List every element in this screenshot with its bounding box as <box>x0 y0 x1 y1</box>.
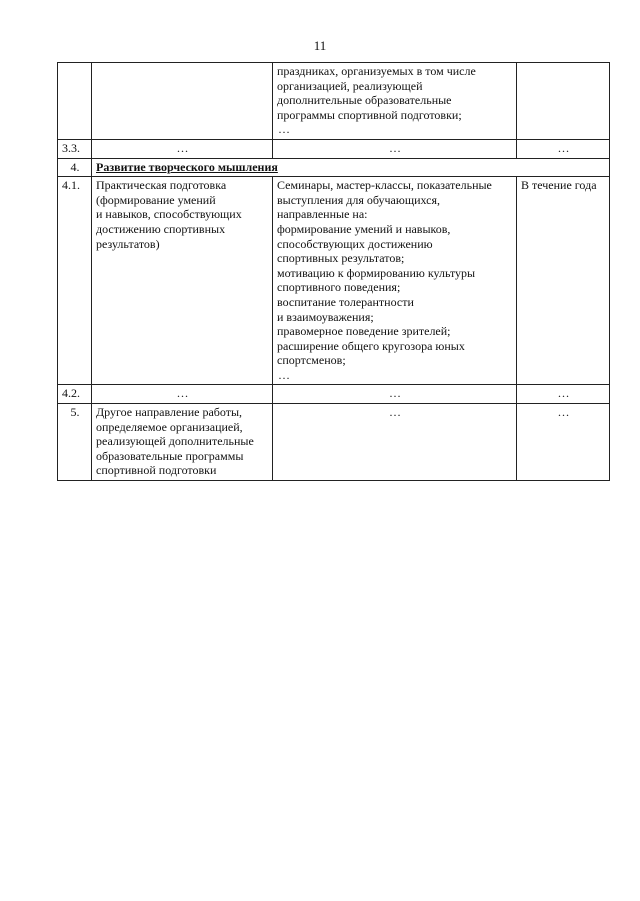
cell-direction <box>92 404 273 481</box>
activity-line: формирование умений и навыков, <box>277 221 451 236</box>
cell-time: … <box>517 404 610 481</box>
activity-line: дополнительные образовательные <box>277 93 452 108</box>
activity-line: и взаимоуважения; <box>277 309 374 324</box>
activity-line: праздниках, организуемых в том числе <box>277 64 476 78</box>
cell-time: … <box>517 139 610 158</box>
section-title: Развитие творческого мышления <box>96 159 278 174</box>
cell-num: 5. <box>58 404 92 481</box>
cell-num: 4.1. <box>58 177 92 385</box>
activity-line: выступления для обучающихся, <box>277 192 440 207</box>
cell-num: 3.3. <box>58 139 92 158</box>
cell-activities: … <box>273 404 517 481</box>
table-row-3-3 <box>58 139 610 158</box>
section-title-cell <box>92 158 610 177</box>
cell-num: 4. <box>58 158 92 177</box>
cell-activities: … <box>273 139 517 158</box>
cell-time <box>517 63 610 140</box>
cell-time <box>517 177 610 385</box>
activity-line: … <box>278 367 290 382</box>
activity-line: способствующих достижению <box>277 236 433 251</box>
activity-line: спортивных результатов; <box>277 251 405 266</box>
activity-line: Семинары, мастер-классы, показательные <box>277 178 492 193</box>
activity-line: направленные на: <box>277 207 368 222</box>
activity-line: … <box>278 122 290 137</box>
cell-activities <box>273 177 517 385</box>
table-row-section-4 <box>58 158 610 177</box>
activity-line: расширение общего кругозора юных <box>277 338 465 353</box>
cell-direction <box>92 63 273 140</box>
activity-line: воспитание толерантности <box>277 294 414 309</box>
cell-direction: … <box>92 139 273 158</box>
cell-activities: … <box>273 385 517 404</box>
table-row-4-1 <box>58 177 610 385</box>
table-row-continuation <box>58 63 610 140</box>
plan-table <box>57 62 610 481</box>
direction-line: Практическая подготовка <box>96 178 227 193</box>
activity-line: спортивного поведения; <box>277 280 401 295</box>
cell-direction <box>92 177 273 385</box>
table-row-5 <box>58 404 610 481</box>
direction-line: и навыков, способствующих <box>96 207 242 222</box>
cell-time: … <box>517 385 610 404</box>
direction-line: результатов) <box>96 236 160 251</box>
activity-line: спортсменов; <box>277 353 346 368</box>
direction-line: (формирование умений <box>96 192 216 207</box>
cell-direction: … <box>92 385 273 404</box>
time-text: В течение года <box>521 178 597 193</box>
cell-num <box>58 63 92 140</box>
activity-line: организацией, реализующей <box>277 78 423 93</box>
table-row-4-2 <box>58 385 610 404</box>
direction-line: определяемое организацией, <box>96 419 243 434</box>
activity-line: правомерное поведение зрителей; <box>277 324 451 339</box>
activity-line: мотивацию к формированию культуры <box>277 265 476 280</box>
direction-line: Другое направление работы, <box>96 405 243 420</box>
direction-line: реализующей дополнительные <box>96 434 254 449</box>
cell-activities <box>273 63 517 140</box>
direction-line: образовательные программы <box>96 448 244 463</box>
page-number: 11 <box>313 38 327 53</box>
activity-line: программы спортивной подготовки; <box>277 107 462 122</box>
cell-num: 4.2. <box>58 385 92 404</box>
direction-line: достижению спортивных <box>96 221 226 236</box>
direction-line: спортивной подготовки <box>96 463 217 478</box>
